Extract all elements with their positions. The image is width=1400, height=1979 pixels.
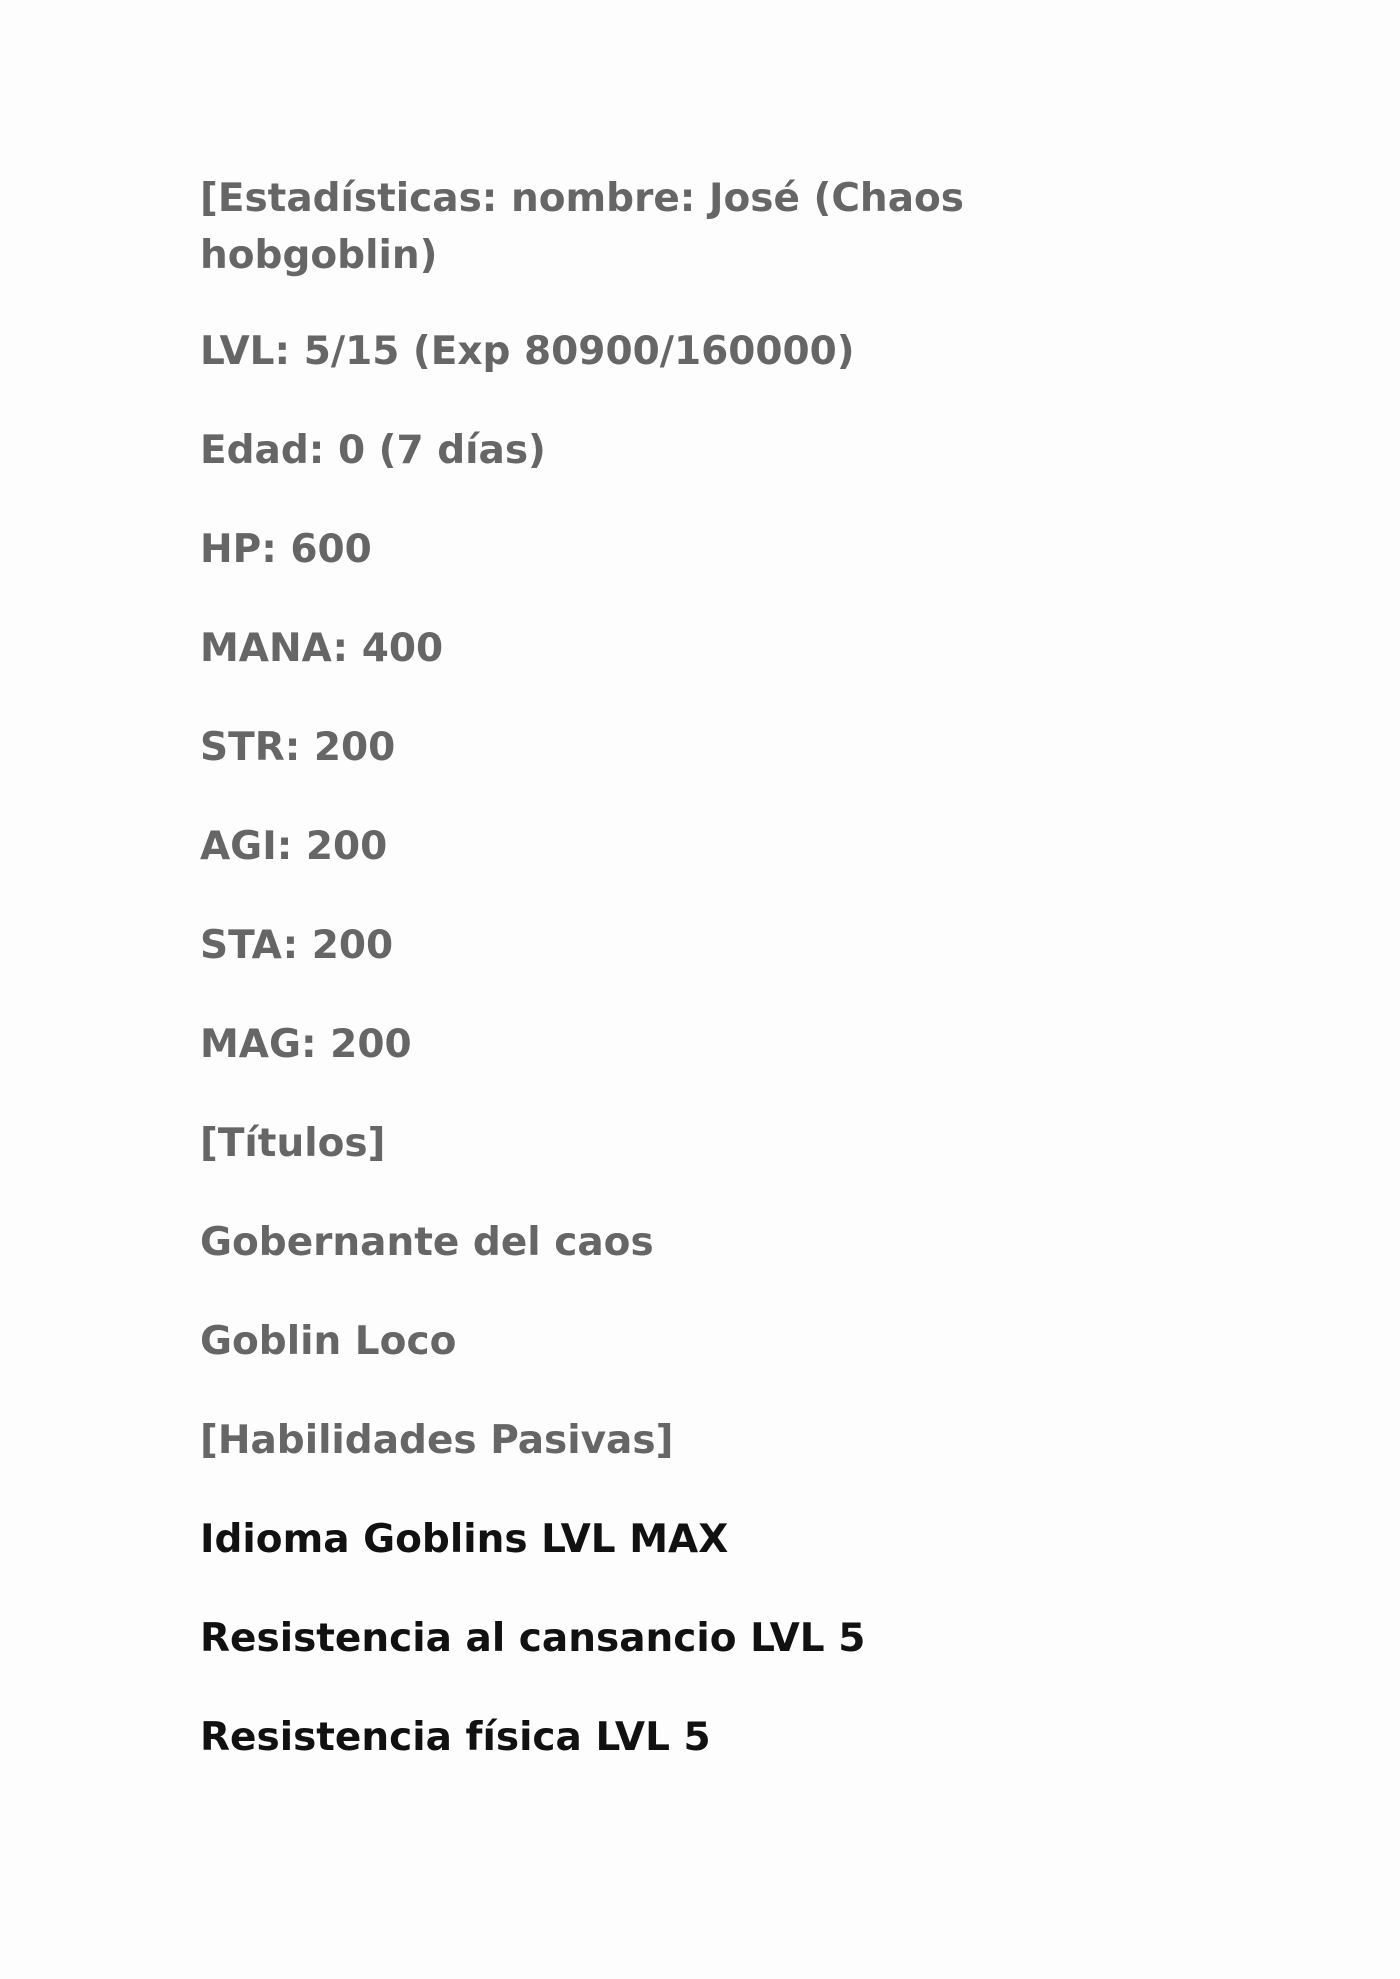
passive-skill-item: Resistencia física LVL 5 <box>200 1715 711 1760</box>
title-item: Gobernante del caos <box>200 1220 654 1265</box>
status-document <box>200 170 1200 1808</box>
stat-hp: HP: 600 <box>200 527 372 572</box>
passive-skill-item: Resistencia al cansancio LVL 5 <box>200 1616 866 1661</box>
titles-header: [Títulos] <box>200 1121 386 1166</box>
passive-skill-item: Idioma Goblins LVL MAX <box>200 1517 729 1562</box>
stat-mag: MAG: 200 <box>200 1022 412 1067</box>
stat-age: Edad: 0 (7 días) <box>200 428 546 473</box>
stat-sta: STA: 200 <box>200 923 394 968</box>
stat-agi: AGI: 200 <box>200 824 388 869</box>
passive-skills-header: [Habilidades Pasivas] <box>200 1418 674 1463</box>
stat-str: STR: 200 <box>200 725 396 770</box>
stat-mana: MANA: 400 <box>200 626 444 671</box>
stats-header-name: [Estadísticas: nombre: José (Chaos hobgoblin) <box>200 176 965 278</box>
title-item: Goblin Loco <box>200 1319 457 1364</box>
stat-level: LVL: 5/15 (Exp 80900/160000) <box>200 329 855 374</box>
